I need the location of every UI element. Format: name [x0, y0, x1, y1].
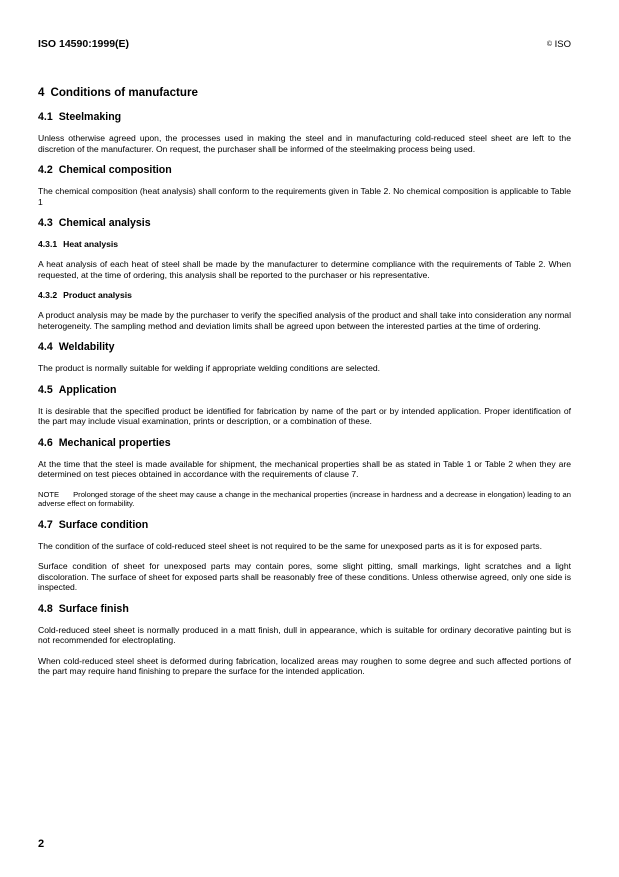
running-header [38, 38, 571, 52]
section-number: 4.7 [38, 518, 53, 531]
paragraph: At the time that the steel is made available for shipment, the mechanical properties shall be as stated in Table 1 or Table 2 when they are determined on test pieces obtained in accordance with the requirements of clause 7. [38, 458, 571, 479]
section-title: Chemical analysis [58, 217, 151, 229]
note [38, 490, 571, 509]
note-text: Prolonged storage of the sheet may cause a change in the mechanical properties (increase in hardness and a decrease in elongation) leading to an adverse effect on formability. [38, 489, 571, 508]
paragraph: When cold-reduced steel sheet is deformed during fabrication, localized areas may roughen to some degree and such affected portions of the part may require hand finishing to prepare the surface for the intended application. [38, 655, 571, 676]
body-content [38, 86, 571, 687]
paragraph: Unless otherwise agreed upon, the processes used in making the steel and in manufacturing cold-reduced steel sheet are left to the discretion of the manufacturer. On request, the purchaser shall be informed of the steelmaking process being used. [38, 133, 571, 154]
paragraph: The product is normally suitable for welding if appropriate welding conditions are selected. [38, 363, 381, 373]
subsection-title: Heat analysis [63, 239, 119, 249]
section-heading-4-5 [38, 384, 571, 397]
paragraph: A product analysis may be made by the purchaser to verify the specified analysis of the product and shall take into consideration any normal heterogeneity. The sampling method and deviation limits shall be agreed upon between the interested parties at the time of ordering. [38, 310, 571, 331]
section-title: Mechanical properties [58, 436, 171, 449]
section-title: Application [58, 383, 117, 396]
clause-number: 4 [38, 86, 45, 99]
section-title: Surface condition [58, 518, 149, 531]
section-title: Weldability [58, 341, 115, 353]
section-heading-4-2 [38, 164, 571, 177]
section-title: Surface finish [58, 602, 129, 615]
section-heading-4-1 [38, 111, 571, 124]
paragraph: The condition of the surface of cold-reduced steel sheet is not required to be the same for unexposed parts as it is for exposed parts. [38, 540, 542, 551]
section-heading-4-8 [38, 603, 571, 616]
section-heading-4-3 [38, 217, 571, 230]
paragraph: The chemical composition (heat analysis) shall conform to the requirements given in Table 2. No chemical composition is applicable to Table 1 [38, 186, 571, 207]
subsection-heading-4-3-1 [38, 239, 571, 250]
section-number: 4.8 [38, 602, 53, 615]
paragraph: It is desirable that the specified product be identified for fabrication by name of the part or by intended application. Proper identification of the part may include visual examination, prints or description, or a combination of these. [38, 405, 571, 426]
subsection-heading-4-3-2 [38, 290, 571, 301]
paragraph: Surface condition of sheet for unexposed parts may contain pores, some slight pitting, small markings, light scratches and a light discoloration. The surface of sheet for exposed parts shall be reasonably free of these conditions. Unless otherwise agreed, only one side is inspected. [38, 561, 571, 592]
section-heading-4-7 [38, 519, 571, 532]
clause-title: Conditions of manufacture [50, 86, 198, 99]
paragraph: Cold-reduced steel sheet is normally produced in a matt finish, dull in appearance, which is suitable for ordinary decorative painting but is not recommended for electroplating. [38, 624, 571, 645]
subsection-title: Product analysis [63, 290, 132, 300]
clause-heading [38, 86, 571, 100]
section-heading-4-4 [38, 341, 571, 354]
copyright-notice [547, 39, 571, 50]
note-label: NOTE [38, 489, 60, 499]
section-title: Steelmaking [58, 111, 122, 123]
section-number: 4.3 [38, 217, 53, 229]
subsection-number: 4.3.1 [38, 239, 58, 249]
copyright-symbol: © [546, 41, 552, 48]
paragraph: A heat analysis of each heat of steel shall be made by the manufacturer to determine compliance with the requirements of Table 2. When requested, at the time of ordering, this analysis shall be reported to the purchaser or his representative. [38, 259, 571, 280]
section-number: 4.1 [38, 111, 53, 123]
section-number: 4.4 [38, 341, 53, 353]
section-heading-4-6 [38, 437, 571, 450]
section-number: 4.2 [38, 164, 53, 176]
page-number: 2 [38, 838, 45, 850]
section-number: 4.5 [38, 383, 53, 396]
subsection-number: 4.3.2 [38, 290, 58, 300]
section-number: 4.6 [38, 436, 53, 449]
section-title: Chemical composition [58, 164, 172, 176]
publisher: ISO [554, 39, 571, 50]
document-id: ISO 14590:1999(E) [38, 38, 130, 50]
